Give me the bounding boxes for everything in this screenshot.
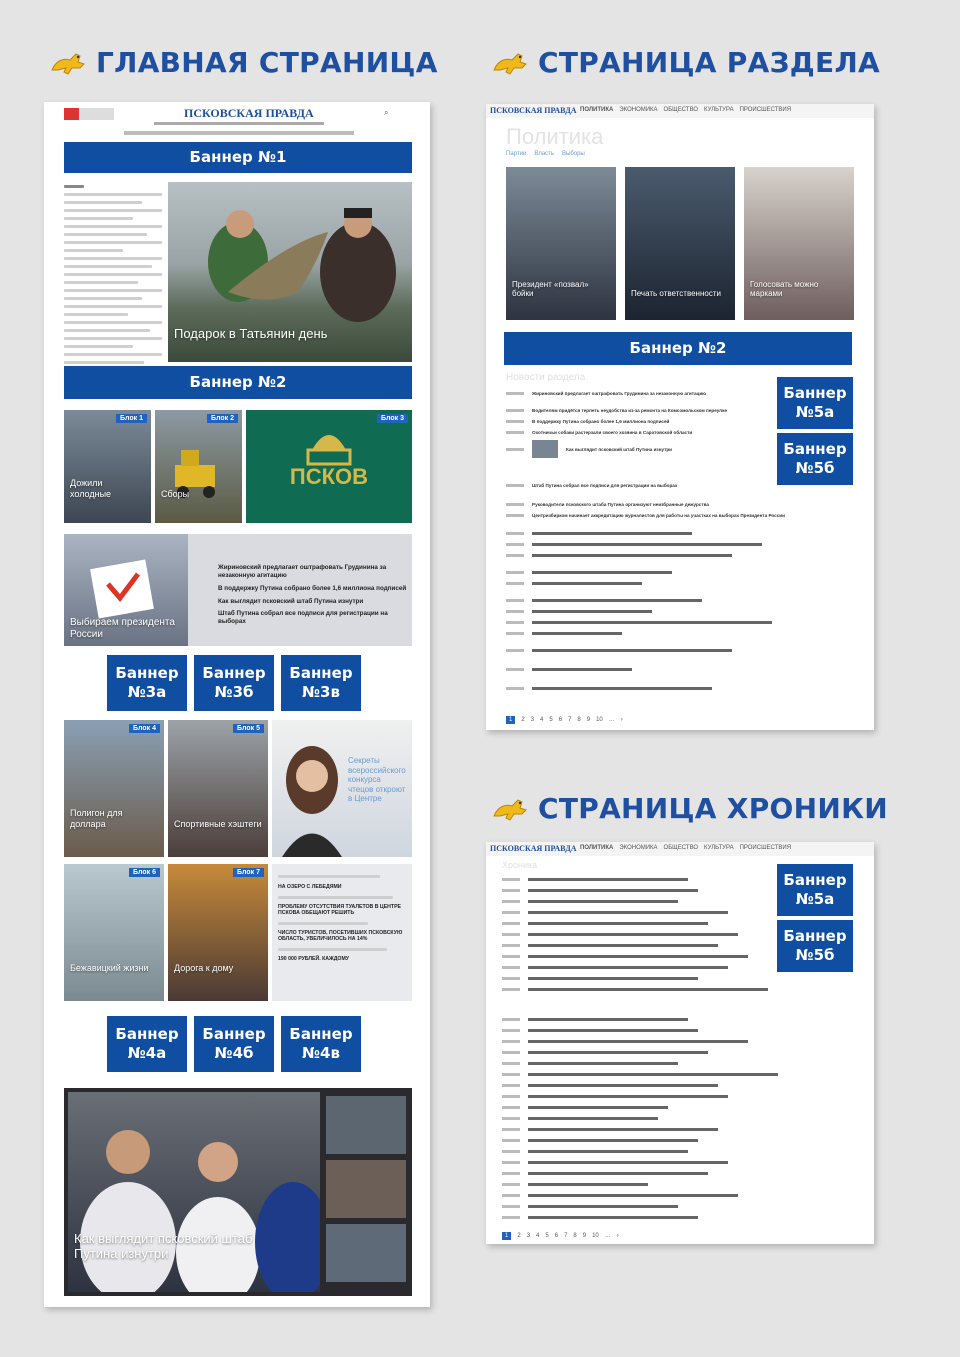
block-7-caption: Дорога к дому (174, 962, 234, 973)
video-thumb[interactable] (326, 1160, 406, 1218)
block-2-caption: Сборы (161, 488, 190, 499)
section-nav[interactable] (580, 107, 791, 113)
section-news-list-wide[interactable] (506, 480, 856, 521)
block-7-tag: Блок 7 (233, 868, 264, 877)
section-title: Политика (506, 124, 604, 149)
election-block[interactable] (64, 534, 412, 646)
hero-photo[interactable] (168, 182, 412, 362)
section-banner-5a[interactable]: Баннер №5а (777, 377, 853, 429)
excavator-illustration (155, 410, 242, 523)
site-logo[interactable]: ПСКОВСКАЯ ПРАВДА (184, 106, 314, 120)
main-page-title: ГЛАВНАЯ СТРАНИЦА (96, 46, 438, 79)
block-2-tag: Блок 2 (207, 414, 238, 423)
block-2-card[interactable] (155, 410, 242, 523)
nav-item[interactable]: ПРОИСШЕСТВИЯ (739, 107, 792, 113)
promo-text: Секреты всероссийского конкурса чтецов откроют в Центре (348, 756, 406, 804)
section-news-item[interactable]: Охотничьи собаки растерзали своего хозяина в Саратовской области (532, 430, 693, 435)
search-icon[interactable]: ⌕ (384, 108, 389, 117)
section-subnav[interactable] (506, 151, 585, 157)
section-photo-caption: Голосовать можно марками (750, 279, 819, 298)
nav-item[interactable]: ОБЩЕСТВО (663, 845, 699, 851)
block-4-tag: Блок 4 (129, 724, 160, 733)
section-news-list[interactable] (506, 388, 768, 460)
video-caption: Как выглядит псковский штаб Путина изнутри (74, 1231, 253, 1262)
section-news-item[interactable]: Штаб Путина собрал все подписи для регистрации на выборах (532, 483, 678, 488)
subnav-item[interactable]: Власть (534, 151, 555, 157)
chronicle-nav[interactable] (580, 845, 791, 851)
section-page-heading (492, 46, 880, 79)
block-6-card[interactable] (64, 864, 164, 1001)
nav-item[interactable]: ЭКОНОМИКА (619, 845, 658, 851)
block-5-tag: Блок 5 (233, 724, 264, 733)
chronicle-banner-5a[interactable]: Баннер №5а (777, 864, 853, 916)
election-news-item[interactable]: В поддержку Путина собрано более 1,6 миллиона подписей (218, 584, 407, 592)
nav-item[interactable]: КУЛЬТУРА (704, 107, 734, 113)
banner-4b[interactable]: Баннер №4б (194, 1016, 274, 1072)
section-banner-5b[interactable]: Баннер №5б (777, 433, 853, 485)
nav-item[interactable]: ОБЩЕСТВО (663, 107, 699, 113)
header-date-line (154, 122, 324, 125)
block-3-brand: ПСКОВ (289, 464, 369, 489)
subnav-item[interactable]: Партии (506, 151, 527, 157)
section-news-title: Новости раздела (506, 372, 586, 383)
block-1-tag: Блок 1 (116, 414, 147, 423)
chronicle-page-mockup (486, 842, 874, 1244)
block-4-caption: Полигон для доллара (70, 808, 123, 829)
chronicle-banner-5b[interactable]: Баннер №5б (777, 920, 853, 972)
hero-caption: Подарок в Татьянин день (174, 326, 328, 342)
block-4-card[interactable] (64, 720, 164, 857)
video-thumb[interactable] (326, 1224, 406, 1282)
banner-1[interactable]: Баннер №1 (64, 142, 412, 173)
video-main-photo (68, 1092, 320, 1292)
chronicle-pagination[interactable]: 1 2 3 4 5 6 7 8 9 10 … › (502, 1232, 619, 1240)
main-page-mockup (44, 102, 430, 1307)
election-news-item[interactable]: Штаб Путина собрал все подписи для регистрации на выборах (218, 610, 388, 626)
nav-item[interactable]: КУЛЬТУРА (704, 845, 734, 851)
chronicle-page-title: СТРАНИЦА ХРОНИКИ (538, 792, 889, 825)
section-photo-card[interactable] (744, 167, 854, 320)
video-thumb[interactable] (326, 1096, 406, 1154)
section-page-mockup (486, 104, 874, 730)
site-logo[interactable]: ПСКОВСКАЯ ПРАВДА (490, 106, 577, 115)
section-news-item[interactable]: Водителям придётся терпеть неудобства из-за ремонта на Комсомольском переулке (532, 408, 727, 413)
news-feed-left[interactable] (64, 180, 162, 369)
section-news-item[interactable]: Центризбирком начинает аккредитацию журналистов для работы на участках на выборах Президента России (532, 513, 785, 518)
chronicle-news-list[interactable] (502, 874, 772, 995)
section-photo-card[interactable] (506, 167, 616, 320)
nav-item[interactable]: ЭКОНОМИКА (619, 107, 658, 113)
pskov-leopard-icon (492, 48, 530, 78)
block-6-caption: Бежавицкий жизни (70, 962, 149, 973)
side-news-list[interactable] (272, 864, 412, 1001)
video-block[interactable] (64, 1088, 412, 1296)
election-news-item[interactable]: Как выглядит псковский штаб Путина изнутри (218, 597, 364, 605)
election-photo (64, 534, 188, 646)
banner-3c[interactable]: Баннер №3в (281, 655, 361, 711)
news-thumb (532, 440, 558, 458)
side-news-item[interactable]: ПРОБЛЕМУ ОТСУТСТВИЯ ТУАЛЕТОВ В ЦЕНТРЕ ПСКОВА ОБЕЩАЮТ РЕШИТЬ (278, 903, 401, 916)
pskov-leopard-icon (50, 48, 88, 78)
side-news-item[interactable]: НА ОЗЕРО С ЛЕБЕДЯМИ (278, 884, 342, 890)
nav-item[interactable]: ПОЛИТИКА (580, 845, 614, 851)
block-5-card[interactable] (168, 720, 268, 857)
banner-3a[interactable]: Баннер №3а (107, 655, 187, 711)
banner-4c[interactable]: Баннер №4в (281, 1016, 361, 1072)
side-news-item[interactable]: ЧИСЛО ТУРИСТОВ, ПОСЕТИВШИХ ПСКОВСКУЮ ОБЛАСТЬ, УВЕЛИЧИЛОСЬ НА 14% (278, 929, 403, 942)
chronicle-title: Хроника (502, 860, 538, 870)
pskov-leopard-icon (492, 794, 530, 824)
section-photo-card[interactable] (625, 167, 735, 320)
block-7-card[interactable] (168, 864, 268, 1001)
chronicle-news-list-wide[interactable] (502, 1014, 802, 1223)
nav-item[interactable]: ПОЛИТИКА (580, 107, 614, 113)
section-news-item[interactable]: Руководители псковского штаба Путина организуют неизбранные дежурства (532, 502, 709, 507)
block-3-tag: Блок 3 (377, 414, 408, 423)
election-news-list[interactable] (218, 564, 408, 626)
block-5-caption: Спортивные хэштеги (174, 818, 262, 829)
banner-2[interactable]: Баннер №2 (64, 366, 412, 399)
section-banner-2[interactable]: Баннер №2 (504, 332, 852, 365)
block-1-card[interactable] (64, 410, 151, 523)
banner-3b[interactable]: Баннер №3б (194, 655, 274, 711)
election-caption: Выбираем президента России (70, 617, 175, 640)
woman-portrait-illustration (272, 720, 352, 857)
block-6-tag: Блок 6 (129, 868, 160, 877)
section-news-item[interactable]: Как выглядит псковский штаб Путина изнутри (566, 446, 672, 452)
promo-card[interactable] (272, 720, 412, 857)
section-photo-caption: Президент «позвал» бойки (512, 279, 589, 298)
people-illustration (68, 1092, 320, 1292)
nav-item[interactable]: ПРОИСШЕСТВИЯ (739, 845, 792, 851)
section-pagination[interactable]: 1 2 3 4 5 6 7 8 9 10 … › (506, 716, 623, 724)
main-page-heading (50, 46, 438, 79)
banner-4a[interactable]: Баннер №4а (107, 1016, 187, 1072)
main-nav[interactable] (124, 131, 354, 135)
block-3-card[interactable] (246, 410, 412, 523)
chronicle-page-heading (492, 792, 888, 825)
site-logo[interactable]: ПСКОВСКАЯ ПРАВДА (490, 844, 577, 853)
partner-logo (64, 108, 114, 120)
side-news-item[interactable]: 190 000 РУБЛЕЙ. КАЖДОМУ (278, 955, 350, 962)
section-news-item[interactable]: Жириновский предлагает оштрафовать Грудинина за незаконную агитацию (532, 391, 707, 396)
election-news-item[interactable]: Жириновский предлагает оштрафовать Грудинина за незаконную агитацию (218, 564, 387, 579)
subnav-item[interactable]: Выборы (562, 151, 585, 157)
block-1-caption: Дожили холодные (70, 478, 112, 499)
section-photo-caption: Печать ответственности (631, 288, 721, 298)
section-page-title: СТРАНИЦА РАЗДЕЛА (538, 46, 880, 79)
section-news-placeholder (506, 528, 806, 694)
section-news-item[interactable]: В поддержку Путина собрано более 1,6 миллиона подписей (532, 419, 670, 424)
